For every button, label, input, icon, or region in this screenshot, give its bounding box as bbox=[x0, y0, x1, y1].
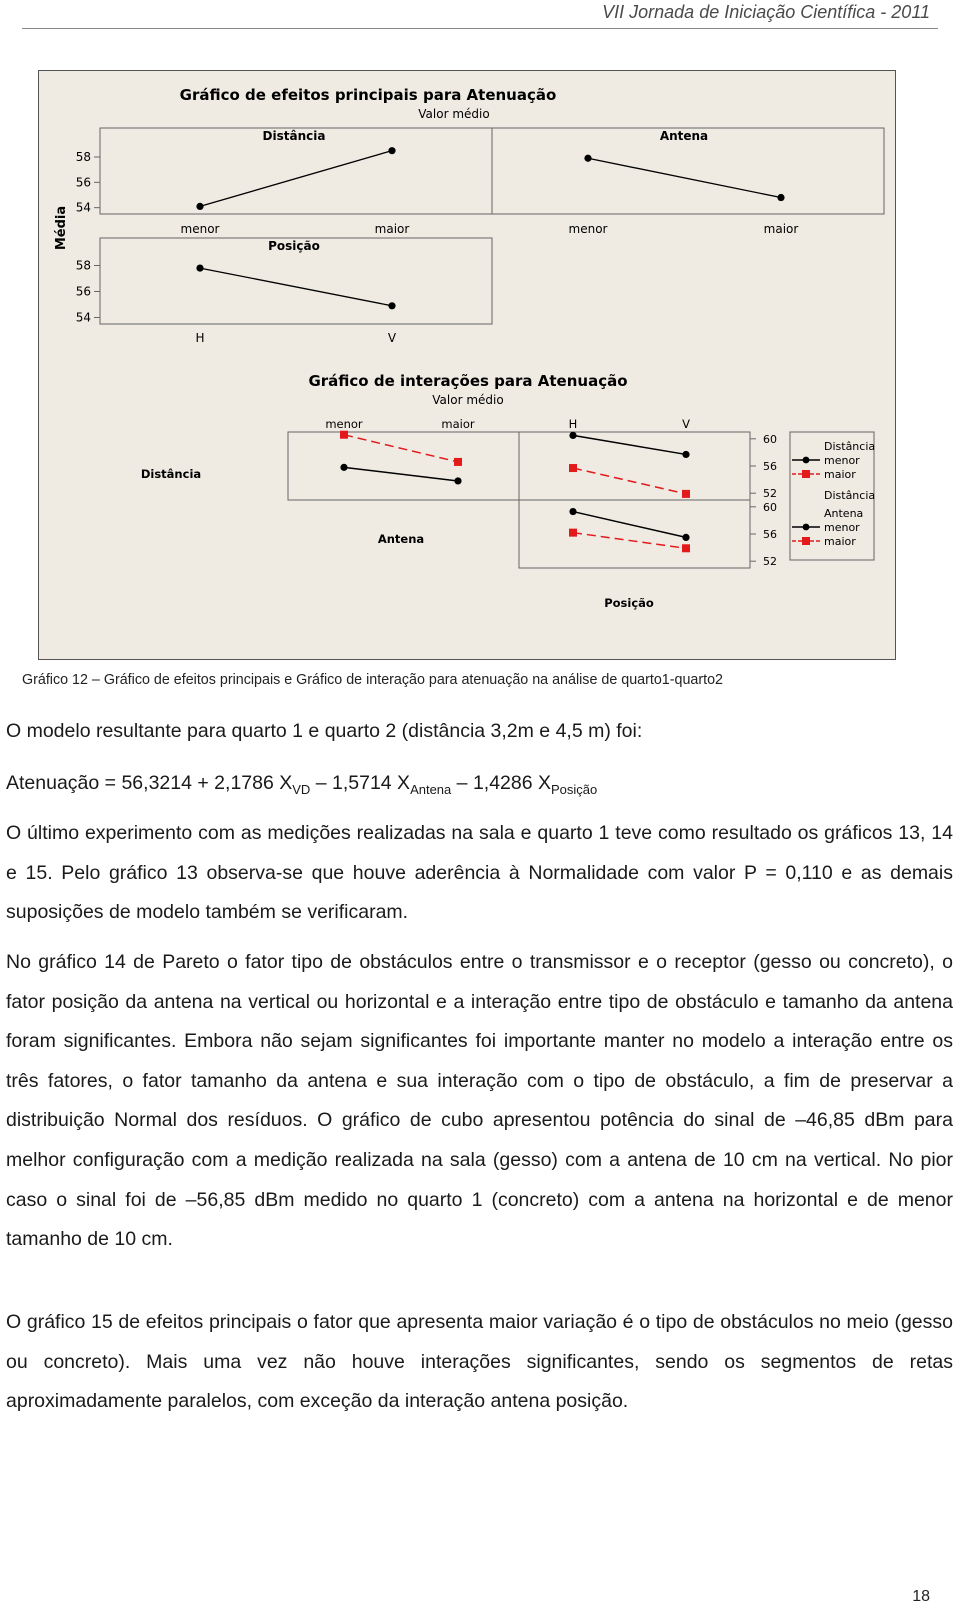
page-number: 18 bbox=[912, 1588, 930, 1605]
interaction-xlabel: Posição bbox=[604, 596, 654, 610]
legend-swatch-marker bbox=[803, 524, 810, 531]
interaction-marker-0-1-1 bbox=[454, 458, 462, 466]
equation-term-3: – 1,4286 X bbox=[451, 772, 552, 794]
equation-term-2: – 1,5714 X bbox=[310, 772, 411, 794]
main-effect-point-2-0 bbox=[196, 265, 203, 272]
legend-title: Antena bbox=[824, 507, 864, 520]
ytick-label: 54 bbox=[75, 200, 91, 215]
interaction-title: Gráfico de interações para Atenuação bbox=[308, 372, 628, 390]
interaction-ytick-label: 52 bbox=[763, 487, 777, 501]
legend-item-label: menor bbox=[824, 454, 860, 467]
legend-group-label: Distância bbox=[824, 489, 876, 502]
legend-item-label: maior bbox=[824, 468, 856, 481]
equation-sub-posicao: Posição bbox=[551, 782, 598, 797]
main-effect-point-1-1 bbox=[777, 194, 784, 201]
interaction-ytick-label: 60 bbox=[763, 500, 777, 514]
equation-sub-antena: Antena bbox=[410, 782, 452, 797]
interaction-row-label-1: Antena bbox=[377, 532, 425, 546]
interaction-row-label-0: Distância bbox=[140, 467, 202, 481]
interaction-marker-0-0-0 bbox=[340, 464, 347, 471]
category-label-2-0: H bbox=[195, 331, 205, 345]
interaction-ytick-label: 60 bbox=[763, 432, 777, 446]
category-label-0-1: maior bbox=[374, 222, 410, 236]
paragraph-main-effects: O gráfico 15 de efeitos principais o fator que apresenta maior variação é o tipo de obstáculos no meio (gesso ou concreto). Mais uma vez não houve interações significantes, sendo os segmentos de retas aproximadamente paralelos, com exceção da interação antena posição. bbox=[6, 1311, 953, 1413]
category-label-1-1: maior bbox=[763, 222, 799, 236]
interaction-marker-2-1-1 bbox=[682, 544, 690, 552]
main-effects-ylabel: Média bbox=[54, 205, 69, 251]
figure-caption: Gráfico 12 – Gráfico de efeitos principais e Gráfico de interação para atenuação na análise de quarto1-quarto2 bbox=[22, 672, 723, 688]
figure-12 bbox=[38, 70, 896, 660]
main-effect-point-0-0 bbox=[196, 203, 203, 210]
interaction-ytick-label: 52 bbox=[763, 555, 777, 569]
main-effect-point-2-1 bbox=[388, 302, 395, 309]
interaction-ytick-label: 56 bbox=[763, 460, 777, 473]
legend-title: Distância bbox=[824, 440, 876, 453]
interaction-marker-0-0-1 bbox=[454, 477, 461, 484]
paragraph-pareto: No gráfico 14 de Pareto o fator tipo de obstáculos entre o transmissor e o receptor (gesso ou concreto), o fator posição da antena na vertical ou horizontal e a interação entre tipo de obstáculo e tamanho da antena foram significantes. Embora não sejam significantes foi importante manter no modelo a interação entre os três fatores, o fator tamanho da antena e sua interação com o tipo de obstáculo, a fim de preservar a distribuição Normal dos resíduos. O gráfico de cubo apresentou potência do sinal de –46,85 dBm para melhor configuração com a medição realizada na sala (gesso) com a antena de 10 cm na vertical. No pior caso o sinal foi de –56,85 dBm medido no quarto 1 (concreto) com a antena na horizontal e de menor tamanho de 10 cm. bbox=[6, 951, 953, 1251]
interaction-col-header-2: H bbox=[568, 417, 578, 431]
equation-sub-vd: VD bbox=[292, 782, 311, 797]
interaction-marker-0-1-0 bbox=[340, 431, 348, 439]
legend-item-label: maior bbox=[824, 535, 856, 548]
interaction-marker-2-0-1 bbox=[682, 534, 689, 541]
ytick-label: 54 bbox=[75, 310, 91, 325]
category-label-1-0: menor bbox=[568, 222, 608, 236]
running-header: VII Jornada de Iniciação Científica - 2011 bbox=[602, 2, 930, 22]
interaction-col-header-0: menor bbox=[325, 417, 363, 431]
ytick-label: 56 bbox=[75, 175, 91, 190]
interaction-subtitle: Valor médio bbox=[432, 393, 504, 407]
figure-frame bbox=[39, 71, 896, 660]
ytick-label: 56 bbox=[75, 284, 91, 299]
main-effects-subtitle: Valor médio bbox=[418, 107, 490, 121]
interaction-marker-1-1-0 bbox=[569, 464, 577, 472]
equation bbox=[6, 764, 953, 810]
panel-header-0: Distância bbox=[262, 129, 326, 143]
interaction-col-header-3: V bbox=[682, 417, 690, 431]
paragraph-experiment: O último experimento com as medições realizadas na sala e quarto 1 teve como resultado os gráficos 13, 14 e 15. Pelo gráfico 13 observa-se que houve aderência à Normalidade com valor P = 0,110 e as demais suposições de modelo também se verificaram. bbox=[6, 822, 953, 924]
interaction-marker-1-0-1 bbox=[682, 451, 689, 458]
legend-swatch-marker bbox=[802, 537, 810, 545]
paragraph-model: O modelo resultante para quarto 1 e quarto 2 (distância 3,2m e 4,5 m) foi: bbox=[6, 720, 643, 742]
main-effect-point-1-0 bbox=[584, 155, 591, 162]
category-label-2-1: V bbox=[387, 331, 397, 345]
header-rule bbox=[22, 28, 938, 29]
main-effect-point-0-1 bbox=[388, 147, 395, 154]
interaction-col-header-1: maior bbox=[441, 417, 475, 431]
interaction-marker-1-0-0 bbox=[569, 432, 576, 439]
ytick-label: 58 bbox=[75, 150, 91, 164]
interaction-marker-2-0-0 bbox=[569, 508, 576, 515]
legend-swatch-marker bbox=[802, 470, 810, 478]
interaction-ytick-label: 56 bbox=[763, 528, 777, 541]
interaction-marker-1-1-1 bbox=[682, 490, 690, 498]
legend-swatch-marker bbox=[803, 457, 810, 464]
ytick-label: 58 bbox=[75, 258, 91, 273]
panel-header-2: Posição bbox=[268, 239, 320, 253]
legend-item-label: menor bbox=[824, 521, 860, 534]
panel-header-1: Antena bbox=[659, 129, 709, 143]
category-label-0-0: menor bbox=[180, 222, 220, 236]
interaction-marker-2-1-0 bbox=[569, 529, 577, 537]
figure-svg bbox=[38, 70, 896, 660]
main-effects-title: Gráfico de efeitos principais para Atenuação bbox=[179, 86, 557, 104]
equation-lhs: Atenuação = 56,3214 + 2,1786 X bbox=[6, 772, 293, 794]
